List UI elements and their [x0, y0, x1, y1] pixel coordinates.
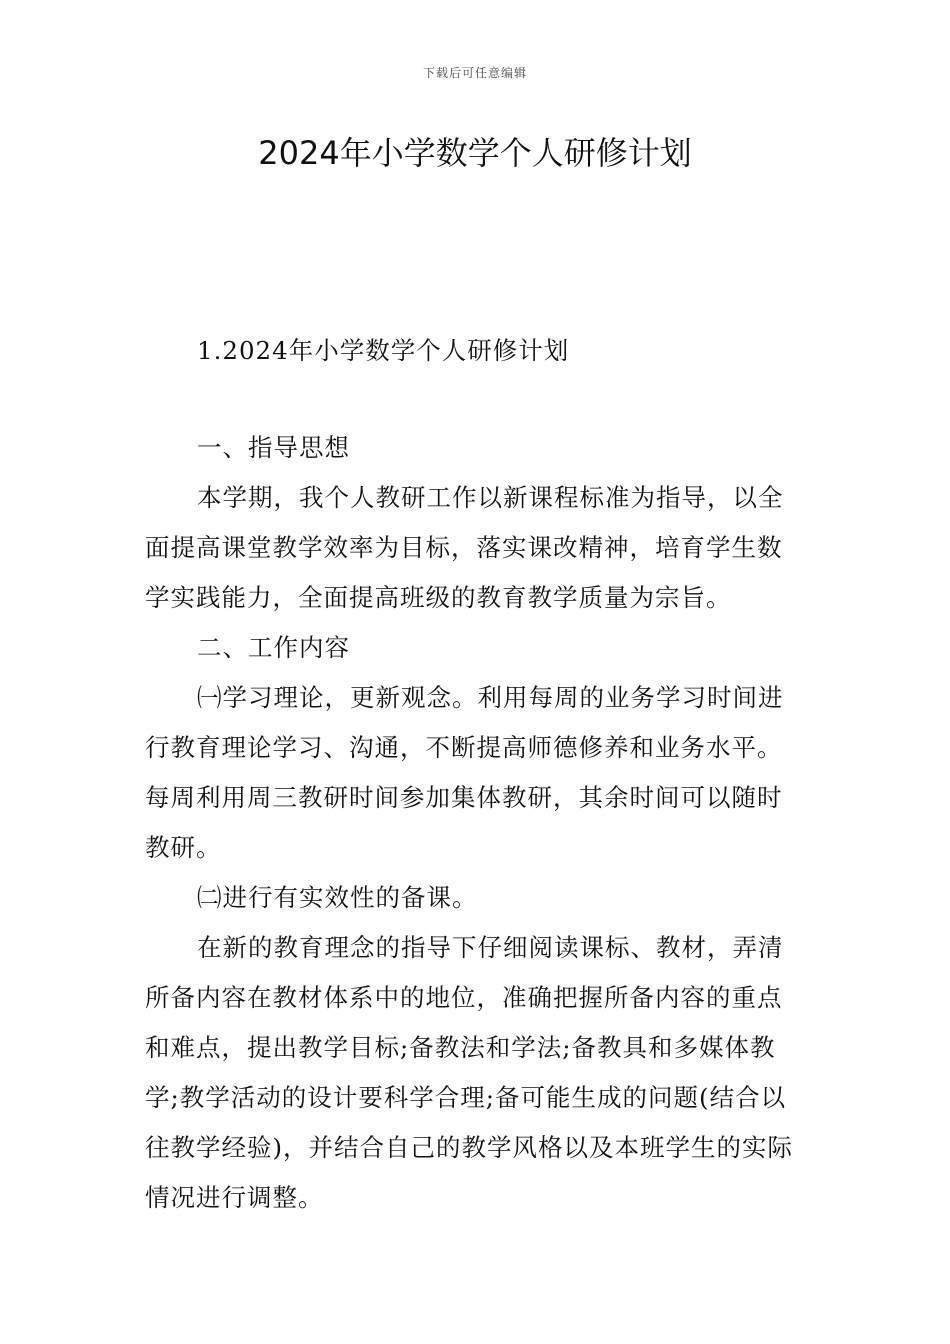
- header-note: 下载后可任意编辑: [422, 66, 527, 80]
- document-subtitle: 1.2024年小学数学个人研修计划: [197, 336, 570, 365]
- document-title: 2024年小学数学个人研修计划: [258, 134, 692, 172]
- section-paragraph-guiding-ideology: 本学期，我个人教研工作以新课程标准为指导，以全面提高课堂教学效率为目标，落实课改精神，培育学生数学实践能力，全面提高班级的教育教学质量为宗旨。: [145, 483, 784, 612]
- section-heading-work-content: 二、工作内容: [197, 633, 350, 662]
- item-paragraph-theory-study: ㈠学习理论，更新观念。利用每周的业务学习时间进行教育理论学习、沟通，不断提高师德修养和业务水平。每周利用周三教研时间参加集体教研，其余时间可以随时教研。: [145, 683, 784, 862]
- item-paragraph-lesson-prep: 在新的教育理念的指导下仔细阅读课标、教材，弄清所备内容在教材体系中的地位，准确把握所备内容的重点和难点，提出教学目标;备教法和学法;备教具和多媒体教学;教学活动的设计要科学合理;备可能生成的问题(结合以往教学经验)，并结合自己的教学风格以及本班学生的实际情况进行调整。: [145, 933, 794, 1212]
- item-heading-lesson-prep: ㈡进行有实效性的备课。: [197, 883, 478, 912]
- section-heading-guiding-ideology: 一、指导思想: [197, 433, 350, 462]
